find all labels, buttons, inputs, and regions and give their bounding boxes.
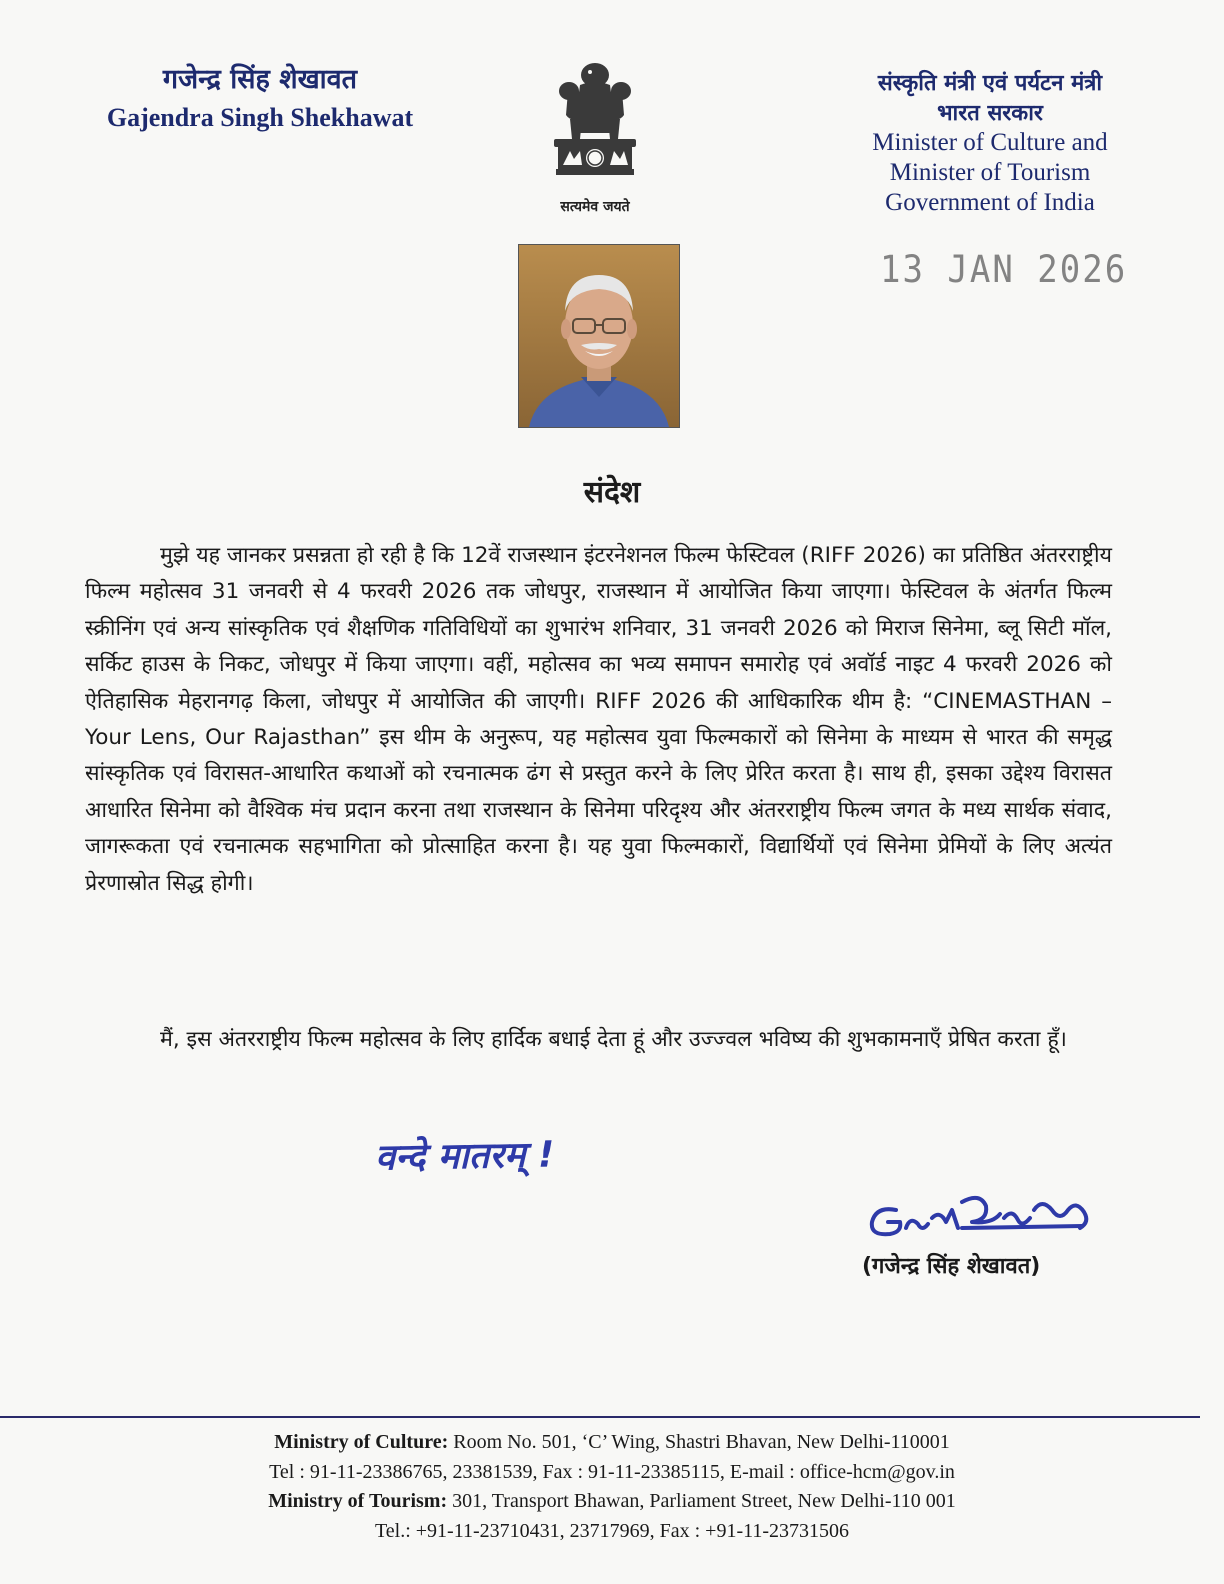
designation-block	[810, 68, 1170, 218]
message-paragraph-2-text: मैं, इस अंतरराष्ट्रीय फिल्म महोत्सव के लिए हार्दिक बधाई देता हूं और उज्ज्वल भविष्य की शुभकामनाएँ प्रेषित करता हूँ।	[160, 1027, 1067, 1052]
handwritten-signature-icon	[862, 1188, 1102, 1248]
footer-culture-contact: Tel : 91-11-23386765, 23381539, Fax : 91-11-23385115, E-mail : office-hcm@gov.in	[269, 1460, 955, 1483]
state-emblem	[532, 55, 658, 223]
message-paragraph-2	[85, 1022, 1112, 1058]
footer-culture-line	[0, 1428, 1224, 1458]
message-paragraph-1	[85, 538, 1112, 902]
minister-name-hindi: गजेन्द्र सिंह शेखावत	[162, 64, 358, 95]
designation-english-line-1: Minister of Culture and	[872, 129, 1108, 156]
footer-culture-label: Ministry of Culture:	[274, 1431, 449, 1453]
date-stamp: 13 JAN 2026	[880, 248, 1128, 292]
letter-title: संदेश	[583, 475, 641, 510]
footer-divider	[0, 1416, 1200, 1418]
designation-english-line-2: Minister of Tourism	[889, 159, 1091, 186]
minister-portrait	[518, 244, 680, 428]
portrait-icon	[519, 245, 679, 427]
designation-english-line-3: Government of India	[885, 189, 1095, 216]
footer-tourism-contact: Tel.: +91-11-23710431, 23717969, Fax : +91-11-23731506	[374, 1519, 850, 1542]
lion-capital-emblem-icon	[540, 55, 650, 195]
minister-name-block	[50, 62, 470, 138]
signatory-name: (गजेन्द्र सिंह शेखावत)	[862, 1254, 1041, 1279]
message-paragraph-1-text: मुझे यह जानकर प्रसन्नता हो रही है कि 12वें राजस्थान इंटरनेशनल फिल्म फेस्टिवल (RIFF 2026) का प्रतिष्ठित अंतरराष्ट्रीय फिल्म महोत्सव 31 जनवरी से 4 फरवरी 2026 तक जोधपुर, राजस्थान में आयोजित किया जाएगा। फेस्टिवल के अंतर्गत फिल्म स्क्रीनिंग एवं अन्य सांस्कृतिक एवं शैक्षणिक गतिविधियों का शुभारंभ शनिवार, 31 जनवरी 2026 को मिराज सिनेमा, ब्लू सिटी मॉल, सर्किट हाउस के निकट, जोधपुर में किया जाएगा। वहीं, महोत्सव का भव्य समापन समारोह एवं अवॉर्ड नाइट 4 फरवरी 2026 को ऐतिहासिक मेहरानगढ़ किला, जोधपुर में आयोजित की जाएगी। RIFF 2026 की आधिकारिक थीम है: “CINEMASTHAN – Your Lens, Our Rajasthan” इस थीम के अनुरूप, यह महोत्सव युवा फिल्मकारों को सिनेमा के माध्यम से भारत की समृद्ध सांस्कृतिक एवं विरासत-आधारित कथाओं को रचनात्मक ढंग से प्रस्तुत करने के लिए प्रेरित करता है। साथ ही, इसका उद्देश्य विरासत आधारित सिनेमा को वैश्विक मंच प्रदान करना तथा राजस्थान के सिनेमा परिदृश्य और अंतरराष्ट्रीय फिल्म जगत के मध्य सार्थक संवाद, जागरूकता एवं रचनात्मक सहभागिता को प्रोत्साहित करना है। यह युवा फिल्मकारों, विद्यार्थियों एवं सिनेमा प्रेमियों के लिए अत्यंत प्रेरणास्रोत सिद्ध होगी।	[85, 543, 1112, 896]
emblem-motto: सत्यमेव जयते	[560, 199, 630, 215]
footer-contacts	[0, 1428, 1224, 1546]
footer-tourism-label: Ministry of Tourism:	[268, 1490, 448, 1512]
designation-hindi-line-1: संस्कृति मंत्री एवं पर्यटन मंत्री	[877, 70, 1103, 96]
footer-tourism-address: 301, Transport Bhawan, Parliament Street, New Delhi-110 001	[452, 1490, 956, 1512]
minister-name-english: Gajendra Singh Shekhawat	[106, 103, 414, 132]
signature	[862, 1188, 1102, 1252]
footer-tourism-line	[0, 1487, 1224, 1517]
designation-hindi-line-2: भारत सरकार	[937, 100, 1043, 126]
footer-culture-address: Room No. 501, ‘C’ Wing, Shastri Bhavan, New Delhi-110001	[453, 1431, 950, 1453]
closing-salutation: वन्दे मातरम् !	[374, 1134, 555, 1179]
